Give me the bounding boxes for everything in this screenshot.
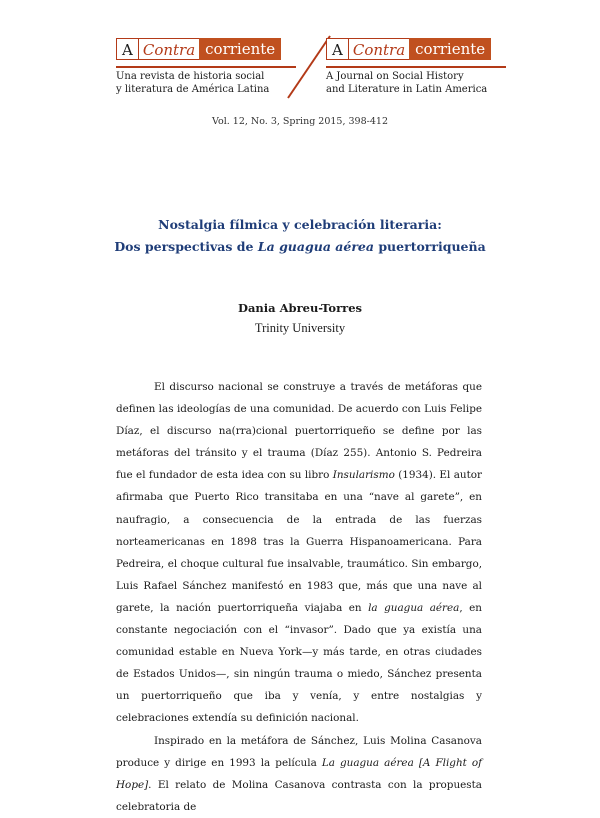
masthead-spanish — [116, 28, 296, 106]
author-name: Dania Abreu-Torres — [238, 301, 362, 315]
journal-masthead — [116, 28, 486, 106]
logo-contra: Contra — [139, 38, 199, 60]
subtitle-line: Una revista de historia social — [116, 71, 265, 82]
text-run: Inspirado en la metáfora de Sánchez, Luis Molina Casanova produce y dirige en 1993 la película — [116, 734, 482, 769]
journal-logo-english — [326, 38, 491, 60]
masthead-rule — [116, 66, 296, 68]
journal-logo-spanish — [116, 38, 281, 60]
paragraph-1 — [116, 376, 482, 730]
title-line-2 — [0, 236, 600, 258]
logo-corriente: corriente — [409, 38, 491, 60]
paragraph-2 — [116, 730, 482, 818]
masthead-english — [326, 28, 506, 106]
volume-citation: Vol. 12, No. 3, Spring 2015, 398-412 — [212, 116, 388, 127]
article-body — [116, 376, 482, 818]
masthead-subtitle-english — [326, 70, 516, 96]
subtitle-line: A Journal on Social History — [326, 71, 464, 82]
title-text: puertorriqueña — [373, 239, 486, 254]
logo-corriente: corriente — [199, 38, 281, 60]
title-italic: La guagua aérea — [257, 239, 374, 254]
work-title: la guagua aérea — [368, 601, 460, 614]
text-run: El discurso nacional se construye a través de metáforas que definen las ideologías de una comunidad. De acuerdo con Luis Felipe Díaz, el discurso na(rra)cional puertorriqueño se define por las metáforas del tránsito y el trauma (Díaz 255). Antonio S. Pedreira fue el fundador de esta idea con su libro — [116, 381, 482, 482]
masthead-rule — [326, 66, 506, 68]
author-affiliation: Trinity University — [254, 321, 346, 335]
article-title — [0, 214, 600, 258]
logo-letter-a: A — [116, 38, 139, 60]
film-title: La guagua aérea [A Flight of Hope] — [116, 756, 482, 791]
author-block — [0, 298, 600, 338]
title-line-1: Nostalgia fílmica y celebración literaria: — [158, 217, 442, 232]
text-run: . El relato de Molina Casanova contrasta con la propuesta celebratoria de — [116, 778, 482, 813]
title-text: Dos perspectivas de — [114, 239, 258, 254]
book-title: Insularismo — [332, 469, 395, 482]
logo-letter-a: A — [326, 38, 349, 60]
text-run: , en constante negociación con el “invasor”. Dado que ya existía una comunidad estable en Nueva York—y más tarde, en otras ciudades de Estados Unidos—, sin ningún trauma o miedo, Sánchez presenta un puertorriqueño que iba y venía, y entre nostalgias y celebraciones extendía su definición nacional. — [116, 601, 483, 725]
subtitle-line: and Literature in Latin America — [326, 84, 488, 95]
masthead-subtitle-spanish — [116, 70, 306, 96]
subtitle-line: y literatura de América Latina — [116, 84, 270, 95]
text-run: (1934). El autor afirmaba que Puerto Rico transitaba en una “nave al garete”, en naufragio, a consecuencia de la entrada de las fuerzas norteamericanas en 1898 tras la Guerra Hispanoamericana. Para Pedreira, el choque cultural fue insalvable, traumático. Sin embargo, Luis Rafael Sánchez manifestó en 1983 que, más que una nave al garete, la nación puertorriqueña viajaba en — [116, 469, 482, 614]
logo-contra: Contra — [349, 38, 409, 60]
